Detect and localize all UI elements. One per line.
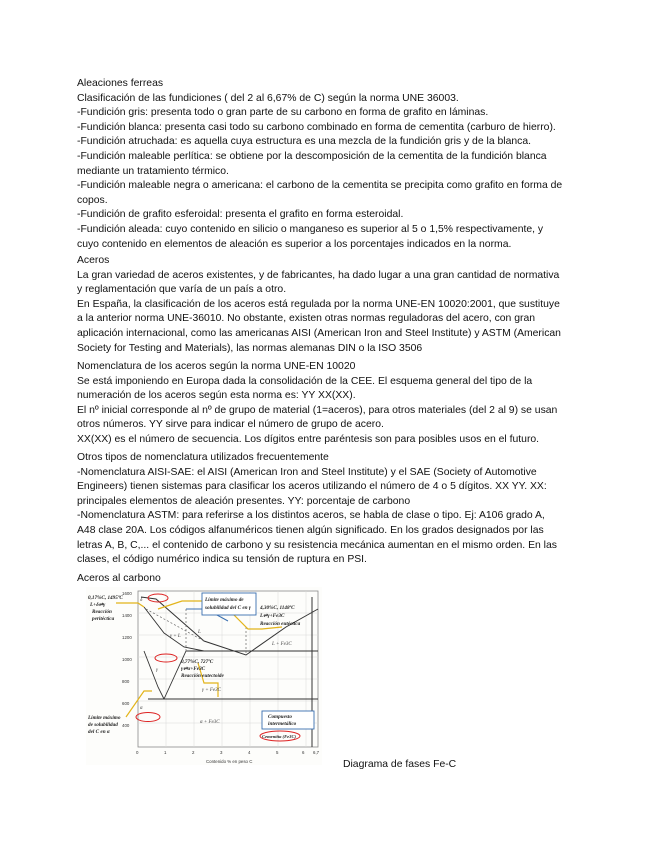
- figure-caption: Diagrama de fases Fe-C: [343, 759, 457, 770]
- y-tick: 1600: [122, 591, 132, 596]
- x-tick: 5: [276, 750, 279, 755]
- x-axis-label: Contenido % en peso C: [206, 759, 253, 764]
- region-label: α + Fe3C: [200, 720, 220, 725]
- compound-label: Compuesto: [268, 714, 292, 720]
- text-line: otros números. YY sirve para indicar el número de grupo de acero.: [77, 419, 384, 431]
- ferrite-limit-label: Límite máximo: [88, 715, 121, 721]
- eutectoid-label: 0,77%C, 727ºC: [181, 659, 214, 665]
- y-tick: 400: [122, 723, 130, 728]
- solubility-label: Límite máximo de: [205, 597, 244, 603]
- solubility-label: solubilidad del C en γ: [205, 605, 251, 611]
- text-line: -Nomenclatura ASTM: para referirse a los distintos aceros, se habla de clase o tipo. Ej: A106 grado A,: [77, 510, 545, 522]
- text-line: -Fundición maleable negra o americana: el carbono de la cementita se precipita como grafito en forma de: [77, 180, 563, 192]
- region-label: α: [140, 706, 143, 711]
- y-tick: 1000: [122, 657, 132, 662]
- text-line: letras A, B, C,... el contenido de carbono y su resistencia mecánica aumentan en el mismo orden. En las: [77, 539, 557, 551]
- text-line: -Fundición aleada: cuyo contenido en silicio o manganeso es superior al 5 o 1,5% respectivamente, y: [77, 223, 544, 235]
- text-line: cuyo contenido en elementos de aleación es superior a los porcentajes indicados en la norma.: [77, 238, 512, 250]
- text-line: La gran variedad de aceros existentes, y de fabricantes, ha dado lugar a una gran cantidad de normativa: [77, 269, 560, 281]
- x-tick: 2: [192, 750, 195, 755]
- region-label: γ + L: [170, 634, 181, 639]
- eutectic-label: L⇌γ+Fe3C: [260, 613, 285, 619]
- ferrite-limit-label: de solubilidad: [88, 722, 118, 728]
- text-line: -Nomenclatura AISI-SAE: el AISI (American Iron and Steel Institute) y el SAE (Society of Automotive: [77, 466, 537, 478]
- eutectic-label: 4,30%C, 1148ºC: [260, 605, 295, 611]
- region-label: L + Fe3C: [272, 642, 292, 647]
- text-line: a la anterior norma UNE-36010. No obstante, existen otras normas reguladoras del acero, con gran: [77, 313, 536, 325]
- section-title: Otros tipos de nomenclatura utilizados frecuentemente: [77, 452, 329, 463]
- peritectic-label: peritéctica: [92, 616, 115, 622]
- x-tick: 4: [248, 750, 251, 755]
- y-tick: 600: [122, 701, 130, 706]
- text-line: -Fundición de grafito esferoidal: presenta el grafito en forma esteroidal.: [77, 209, 404, 221]
- section-title: Aleaciones ferreas: [77, 78, 164, 89]
- text-line: Se está imponiendo en Europa dada la consolidación de la CEE. El esquema general del tipo de la: [77, 375, 533, 387]
- text-line: numeración de los aceros según esta norma es: YY XX(XX).: [77, 390, 356, 402]
- section-otros-tipos: [77, 451, 577, 568]
- section-nomenclatura-une: [77, 360, 577, 448]
- text-line: principales elementos de aleación presentes. YY: porcentaje de carbono: [77, 495, 411, 507]
- text-line: En España, la clasificación de los aceros está regulada por la norma UNE-EN 10020:2001, que sustituye: [77, 298, 560, 310]
- peritectic-label: L+δ⇌γ: [90, 602, 106, 608]
- text-line: aplicación internacional, como las americanas AISI (American Iron and Steel Institute) y ASTM (American: [77, 327, 561, 339]
- text-line: El nº inicial corresponde al nº de grupo de material (1=aceros), para otros materiales (del 2 al 9) se usan: [77, 404, 558, 416]
- text-line: -Fundición blanca: presenta casi todo su carbono combinado en forma de cementita (carburo de hierro).: [77, 121, 556, 133]
- region-label: γ: [156, 668, 158, 673]
- text-line: -Fundición gris: presenta todo o gran parte de su carbono en forma de grafito en láminas.: [77, 107, 489, 119]
- cementite-label: Cementita (Fe3C): [262, 734, 297, 739]
- x-tick: 6,7: [313, 750, 320, 755]
- text-line: mediante un tratamiento térmico.: [77, 165, 229, 177]
- x-tick: 3: [220, 750, 223, 755]
- peritectic-label: 0,17%C, 1495ºC: [88, 595, 123, 601]
- text-line: A48 clase 20A. Los códigos alfanuméricos tienen algún significado. En los grados designados por las: [77, 524, 544, 536]
- text-line: Society for Testing and Materials), las normas alemanas DIN o la ISO 3506: [77, 342, 423, 354]
- text-line: XX(XX) es el número de secuencia. Los dígitos entre paréntesis son para posibles usos en el futuro.: [77, 433, 540, 445]
- compound-label: intermetálico: [268, 721, 297, 727]
- section-aleaciones: [77, 77, 577, 252]
- eutectic-label: Reacción eutéctica: [260, 621, 301, 627]
- x-tick: 6: [302, 750, 305, 755]
- eutectoid-label: Reacción eutectoide: [181, 673, 224, 679]
- text-line: clases, el código numérico indica su tensión de ruptura en PSI.: [77, 554, 367, 566]
- text-line: Engineers) tienen sistemas para clasificar los aceros utilizando el número de 4 o 5 dígitos. XX YY. XX:: [77, 481, 547, 493]
- text-line: -Fundición maleable perlítica: se obtiene por la descomposición de la cementita de la fundición blanca: [77, 150, 547, 162]
- text-line: copos.: [77, 194, 108, 206]
- text-line: Clasificación de las fundiciones ( del 2 al 6,67% de C) según la norma UNE 36003.: [77, 92, 459, 104]
- ferrite-limit-label: del C en α: [88, 729, 110, 735]
- text-line: -Fundición atruchada: es aquella cuya estructura es una mezcla de la fundición gris y de la blanca.: [77, 136, 531, 148]
- section-title: Aceros al carbono: [77, 573, 161, 584]
- eutectoid-label: γ⇌α+Fe3C: [181, 666, 206, 672]
- section-title: Nomenclatura de los aceros según la norma UNE-EN 10020: [77, 361, 356, 372]
- y-tick: 1400: [122, 613, 132, 618]
- x-tick: 0: [136, 750, 139, 755]
- fe-c-phase-diagram: [86, 587, 322, 765]
- region-label: L: [198, 630, 201, 635]
- region-label: δ: [140, 598, 143, 603]
- peritectic-label: Reacción: [92, 609, 112, 615]
- x-tick: 1: [164, 750, 167, 755]
- y-tick: 1200: [122, 635, 132, 640]
- section-aceros-carbono: [77, 572, 577, 587]
- text-line: y reglamentación que varía de un país a otro.: [77, 284, 287, 296]
- region-label: γ + Fe3C: [202, 688, 221, 693]
- y-tick: 800: [122, 679, 130, 684]
- section-title: Aceros: [77, 255, 110, 266]
- section-aceros: [77, 254, 577, 356]
